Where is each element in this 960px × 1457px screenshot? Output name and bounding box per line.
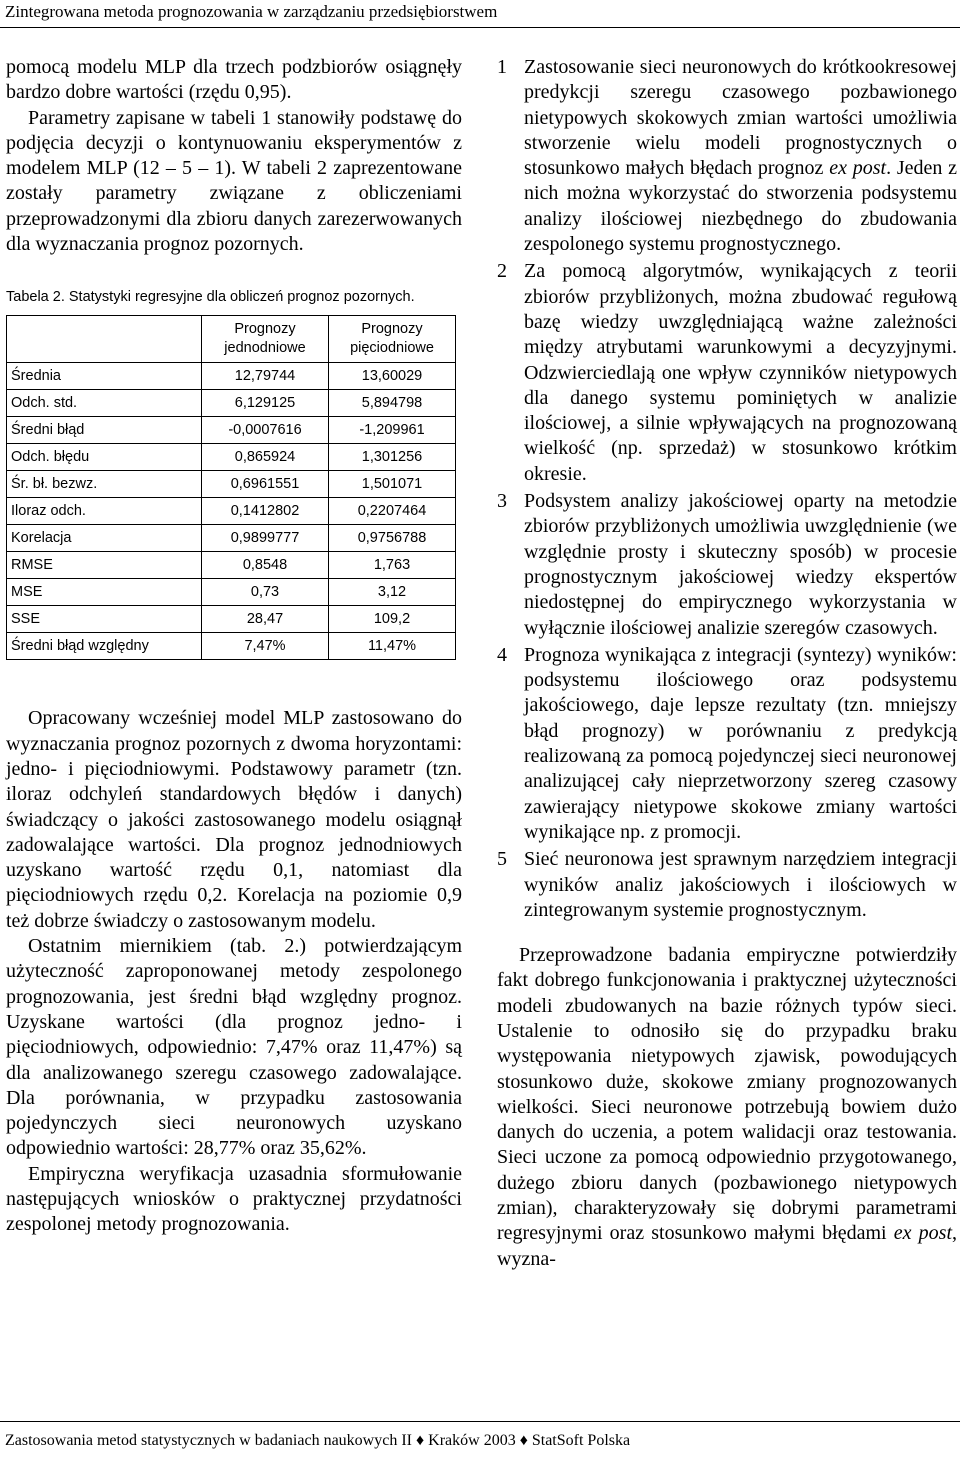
conclusion-item (497, 643, 957, 845)
table-row (7, 417, 456, 444)
row-value-1: 0,6961551 (202, 471, 329, 498)
table-row (7, 606, 456, 633)
table-header-col1: Prognozy jednodniowe (202, 316, 329, 363)
paragraph-3: Opracowany wcześniej model MLP zastosowano do wyznaczania prognoz pozornych z dwoma horyzontami: jedno- i pięciodniowymi. Podstawowy parametr (tzn. iloraz odchyleń standardowych błędów i danych) świadczący o jakości zastosowanego modelu osiągnął zadowalające wartości. Dla prognoz jednodniowych uzyskano wartość rzędu 0,1, natomiast dla pięciodniowych rzędu 0,2. Korelacja na poziomie 0,9 też dobrze świadczy o zastosowanym modelu. (6, 707, 462, 932)
row-label: MSE (7, 579, 202, 606)
row-value-2: 0,2207464 (329, 498, 456, 525)
row-value-1: 28,47 (202, 606, 329, 633)
row-label: Średni błąd względny (7, 633, 202, 660)
table-header-col2: Prognozy pięciodniowe (329, 316, 456, 363)
conclusion-number: 3 (497, 490, 507, 513)
conclusion-text: Zastosowanie sieci neuronowych do krótkookresowej predykcji szeregu czasowego pozbawionego nietypowych skokowych zmian wartości umożliwia stworzenie wielu modeli prognostycznych o stosunkowo małych błędach prognoz (524, 56, 957, 180)
row-value-2: 1,501071 (329, 471, 456, 498)
paragraph-5: Empiryczna weryfikacja uzasadnia sformułowanie następujących wniosków o praktycznej przydatności zespolonej metody prognozowania. (6, 1162, 462, 1236)
row-value-2: 3,12 (329, 579, 456, 606)
row-value-1: 0,9899777 (202, 525, 329, 552)
row-label: Średnia (7, 363, 202, 390)
table-row (7, 633, 456, 660)
running-footer (0, 1421, 960, 1457)
paragraph-2: Parametry zapisane w tabeli 1 stanowiły podstawę do podjęcia decyzji o kontynuowaniu eksperymentów z modelem MLP (12 – 5 – 1). W tabeli 2 zaprezentowane zostały parametry związane z obliczeniami przeprowadzonymi dla zbioru danych zarezerwowanych dla wyznaczania prognoz pozornych. (6, 106, 462, 256)
row-value-2: 1,301256 (329, 444, 456, 471)
table-row (7, 579, 456, 606)
paragraph-final-text-b: , wyzna- (497, 1222, 958, 1270)
conclusion-text: Sieć neuronowa jest sprawnym narzędziem integracji wyników analiz jakościowych i ilościowych w zintegrowanym systemie prognostycznym. (524, 848, 957, 921)
conclusion-item (497, 847, 957, 923)
row-label: RMSE (7, 552, 202, 579)
row-label: SSE (7, 606, 202, 633)
table-row (7, 471, 456, 498)
conclusion-text-tail: . Jeden z nich można wykorzystać do stworzenia podsystemu analizy ilościowej niezbędnego do zbudowania zespolonego systemu prognostycznego. (524, 157, 957, 256)
row-value-1: 6,129125 (202, 390, 329, 417)
table-caption: Tabela 2. Statystyki regresyjne dla obliczeń prognoz pozornych. (6, 289, 415, 306)
table-header-empty (7, 316, 202, 363)
row-value-1: -0,0007616 (202, 417, 329, 444)
row-label: Korelacja (7, 525, 202, 552)
row-value-2: -1,209961 (329, 417, 456, 444)
paragraph-1: pomocą modelu MLP dla trzech podzbiorów osiągnęły bardzo dobre wartości (rzędu 0,95). (6, 56, 462, 104)
row-value-1: 0,73 (202, 579, 329, 606)
conclusions-list (497, 55, 957, 923)
paragraph-4: Ostatnim miernikiem (tab. 2.) potwierdzającym użyteczność zaproponowanej metody zespolonego prognozowania, jest średni błąd względny prognoz. Uzyskane wartości (dla prognoz jedno- i pięciodniowych, odpowiednio: 7,47% oraz 11,47%) są dla analizowanego szeregu czasowego zadowalające. Dla porównania, w przypadku zastosowania pojedynczych sieci neuronowych uzyskano odpowiednio wartości: 28,77% oraz 35,62%. (6, 935, 462, 1160)
conclusion-text: Za pomocą algorytmów, wynikających z teorii zbiorów przybliżonych, można zbudować regułową bazę wiedzy uwzględniającą ważne zależności między atrybutami warunkowymi a decyzyjnymi. Odzwierciedlają one wpływ czynników nietypowych dla danego systemu pominiętych w analizie ilościowej, a silnie wpływających na prognozowaną wielkość (np. sprzedaż) w stosunkowo krótkim okresie. (524, 260, 957, 485)
row-value-2: 109,2 (329, 606, 456, 633)
row-value-2: 13,60029 (329, 363, 456, 390)
row-value-1: 12,79744 (202, 363, 329, 390)
row-label: Odch. std. (7, 390, 202, 417)
table-header-row (7, 316, 456, 363)
row-value-2: 5,894798 (329, 390, 456, 417)
row-label: Odch. błędu (7, 444, 202, 471)
row-value-2: 0,9756788 (329, 525, 456, 552)
table-row (7, 552, 456, 579)
row-value-2: 1,763 (329, 552, 456, 579)
left-column (6, 55, 462, 1238)
row-value-1: 0,1412802 (202, 498, 329, 525)
row-label: Śr. bł. bezwz. (7, 471, 202, 498)
conclusion-number: 4 (497, 643, 507, 666)
conclusion-number: 5 (497, 848, 507, 871)
row-label: Średni błąd (7, 417, 202, 444)
row-value-1: 0,865924 (202, 444, 329, 471)
paragraph-final-text-a: Przeprowadzone badania empiryczne potwierdziły fakt dobrego funkcjonowania i praktycznej użyteczności modeli zbudowanych na bazie różnych typów sieci. Ustalenie to odnosiło się do przypadku braku występowania nietypowych zjawisk, powodujących stosunkowo duże, skokowe zmiany prognozowanych wielkości. Sieci neuronowe potrzebują bowiem dużo danych do uczenia, a potem walidacji oraz testowania. Sieci uczone za pomocą odpowiednio przygotowanego, dużego zbioru danych (pozbawionego nietypowych zmian), charakteryzowały się dobrymi parametrami regresyjnymi oraz stosunkowo małymi błędami (497, 944, 957, 1245)
conclusion-italic: ex post (829, 157, 887, 180)
conclusion-item (497, 55, 957, 257)
row-value-2: 11,47% (329, 633, 456, 660)
paragraph-final-italic: ex post (893, 1222, 953, 1245)
table-row (7, 363, 456, 390)
conclusion-number: 1 (497, 56, 507, 78)
table-row (7, 525, 456, 552)
conclusion-text: Prognoza wynikająca z integracji (syntezy) wyników: podsystemu ilościowego oraz podsystemu jakościowego, daje lepsze rezultaty (tzn. mniejszy błąd prognozy) w porównaniu z predykcją realizowaną za pomocą pojedynczej sieci neuronowej analizującej cały nieprzetworzony szereg czasowy zawierający nietypowe skokowe zmiany wartości wynikające np. z promocji. (524, 643, 957, 843)
paragraph-final (497, 943, 957, 1272)
table-row (7, 444, 456, 471)
conclusion-text: Podsystem analizy jakościowej oparty na metodzie zbiorów przybliżonych umożliwia uwzględnienie (we względnie prosty i skuteczny sposób) w procesie prognostycznym jakościowej wiedzy ekspertów niedostępnej do empirycznego wykorzystania w wyłącznie ilościowej analizie szeregów czasowych. (524, 490, 957, 639)
header-title: Zintegrowana metoda prognozowania w zarządzaniu przedsiębiorstwem (5, 2, 498, 21)
right-column (497, 55, 957, 1272)
conclusion-item (497, 489, 957, 641)
row-value-1: 7,47% (202, 633, 329, 660)
stats-table (6, 315, 456, 660)
row-label: Iloraz odch. (7, 498, 202, 525)
footer-text: Zastosowania metod statystycznych w badaniach naukowych II ♦ Kraków 2003 ♦ StatSoft Polska (5, 1432, 631, 1449)
conclusion-number: 2 (497, 260, 507, 283)
running-header (0, 0, 960, 28)
table-row (7, 498, 456, 525)
conclusion-item (497, 259, 957, 487)
table-row (7, 390, 456, 417)
row-value-1: 0,8548 (202, 552, 329, 579)
